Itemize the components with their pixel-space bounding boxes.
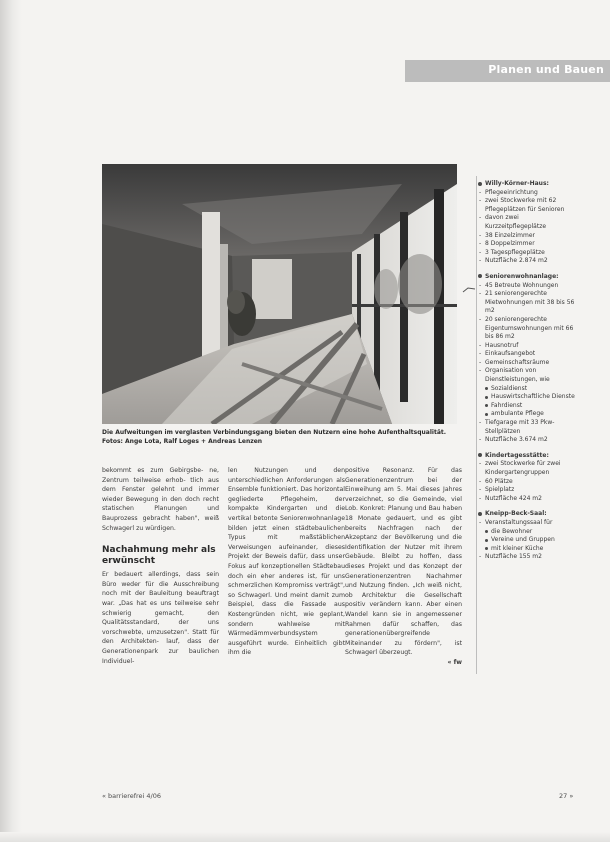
footer-publication: « barrierefrei 4/06 xyxy=(102,792,162,800)
sidebar-heading: Kindertagesstätte: xyxy=(478,452,578,461)
sidebar-item: - Hausnotruf xyxy=(479,341,519,349)
section-header-band xyxy=(405,60,610,82)
sidebar-item: - davon zwei Kurzzeitpflegeplätze xyxy=(479,214,547,230)
sidebar-heading: Willy-Körner-Haus: xyxy=(478,180,578,189)
page-gutter-shadow xyxy=(0,0,22,842)
sidebar-subitem: mit kleiner Küche xyxy=(478,545,578,554)
facts-sidebar xyxy=(478,180,578,569)
footer-page-number: 27 » xyxy=(559,792,574,800)
sidebar-subitem: Fahrdienst xyxy=(478,402,578,411)
sidebar-item: - Gemeinschaftsräume xyxy=(479,358,550,366)
sidebar-item: - Veranstaltungssaal für xyxy=(479,518,553,526)
article-subheading: Nachahmung mehr als erwünscht xyxy=(102,545,216,566)
sidebar-item: - 60 Plätze xyxy=(479,477,513,485)
col2-paragraph: len Nutzungen und den unterschiedlichen Anforderungen als Ensemble funktioniert. Das horizontal gegliederte Pflegeheim, der kompakte Kindergarten und die vertikal betonte Seniorenwohnanlage bilden jetzt einen städtebaulichen Typus mit maßstäblichen Verweisungen aufeinander, dieses Projekt der Beweis dafür, dass unser Fokus auf konzeptionellen Städtebau doch ein eher anderes ist, für uns schmerzlichen Kompromiss verträgt", so Schwagerl. Und meint damit zum Beispiel, dass die Fassade aus Kostengründen nicht, wie geplant, sondern wahlweise mit Wärmedämmverbundsystem ausgeführt wurde. Einheitlich gibt ihm die xyxy=(228,467,345,657)
bullet-icon xyxy=(485,547,488,550)
sidebar-item: - Nutzfläche 424 m2 xyxy=(479,494,542,502)
sidebar-heading: Seniorenwohnanlage: xyxy=(478,273,578,282)
sidebar-subitem: ambulante Pflege xyxy=(478,410,578,419)
caption-line-2: Fotos: Ange Lota, Ralf Loges + Andreas Lenzen xyxy=(102,437,263,445)
page-bottom-shadow xyxy=(0,832,610,842)
sidebar-divider xyxy=(476,176,477,674)
sidebar-section-kindertagesstaette xyxy=(478,452,578,504)
sidebar-item: - zwei Stockwerke für zwei Kindergartengruppen xyxy=(479,460,561,476)
bullet-icon xyxy=(478,512,482,516)
sidebar-item: - zwei Stockwerke mit 62 Pflegeplätzen für Senioren xyxy=(479,197,565,213)
sidebar-heading: Kneipp-Beck-Saal: xyxy=(478,510,578,519)
sidebar-subitem: Vereine und Gruppen xyxy=(478,536,578,545)
sidebar-subitem: die Bewohner xyxy=(478,528,578,537)
sidebar-item: - 20 seniorengerechte Eigentumswohnungen mit 66 bis 86 m2 xyxy=(479,315,574,341)
sidebar-section-kneipp-beck-saal xyxy=(478,510,578,562)
col3-paragraph: positive Resonanz. Für das Generationenzentrum bei der Einweihung am 5. Mai dieses Jahres verzeichnet, so die Gemeinde, viel Lob. Konkret: Planung und Bau haben 18 Monate gedauert, und es gibt bereits Nachfragen nach der Akzeptanz der Bevölkerung und die Identifikation der Nutzer mit ihrem Gebäude. Bleibt zu hoffen, dass dieses Projekt und das Konzept der Generationenzentren Nachahmer und Nutzung finden. „Ich weiß nicht, ob Architektur die Gesellschaft positiv verändern kann. Aber einen Wandel kann sie in angemessener Rahmen dafür schaffen, das generationenübergreifende Miteinander zu fördern", ist Schwagerl überzeugt. xyxy=(345,467,462,657)
corridor-photo xyxy=(102,164,457,424)
section-title: Planen und Bauen xyxy=(488,63,604,76)
bullet-icon xyxy=(485,396,488,399)
bullet-icon xyxy=(485,404,488,407)
bullet-icon xyxy=(478,182,482,186)
sidebar-section-seniorenwohnanlage xyxy=(478,273,578,445)
sidebar-item: - Einkaufsangebot xyxy=(479,350,536,358)
sidebar-section-willy-koerner-haus xyxy=(478,180,578,266)
sidebar-item: - 3 Tagespflegeplätze xyxy=(479,248,545,256)
caption-line-1: Die Aufweitungen im verglasten Verbindungsgang bieten den Nutzern eine hohe Aufenthaltsqualität. xyxy=(102,429,447,436)
sidebar-item: - 38 Einzelzimmer xyxy=(479,231,535,239)
col1-paragraph-1: bekommt es zum Gebirgsbe- ne, Zentrum teilweise erhob- tlich aus dem Fenster gelehnt und immer wieder Bewegung in den doch recht statischen Planungen und Bauprozess gebracht haben", weiß Schwagerl zu würdigen. xyxy=(102,467,219,532)
sidebar-item: - 8 Doppelzimmer xyxy=(479,240,535,248)
pen-mark-icon xyxy=(462,286,476,294)
col1-paragraph-2: Er bedauert allerdings, dass sein Büro weder für die Ausschreibung noch mit der Bauleitung beauftragt war. „Das hat es uns teilweise sehr schwierig gemacht, den Qualitätsstandard, der uns vorschwebte, umzusetzen". Statt für den Architekten- lauf, dass der Generationenpark zur baulichen Individuel- xyxy=(102,571,219,665)
article-column-3 xyxy=(345,466,462,667)
bullet-icon xyxy=(485,530,488,533)
article-column-1 xyxy=(102,466,219,666)
sidebar-item: - Nutzfläche 155 m2 xyxy=(479,553,542,561)
bullet-icon xyxy=(478,453,482,457)
photo-caption xyxy=(102,429,462,446)
bullet-icon xyxy=(485,387,488,390)
article-end-mark: « fw xyxy=(447,658,462,666)
bullet-icon xyxy=(485,539,488,542)
sidebar-item: - Tiefgarage mit 33 Pkw-Stellplätzen xyxy=(479,419,555,435)
sidebar-item: - 21 seniorengerechte Mietwohnungen mit 38 bis 56 m2 xyxy=(479,290,575,315)
sidebar-subitem: Sozialdienst xyxy=(478,385,578,394)
sidebar-item: - Pflegeeinrichtung xyxy=(479,188,538,196)
sidebar-item: - Organisation von Dienstleistungen, wie xyxy=(479,367,550,384)
sidebar-subitem: Hauswirtschaftliche Dienste xyxy=(478,393,578,402)
sidebar-item: - Spielplatz xyxy=(479,486,515,494)
sidebar-item: - Nutzfläche 3.674 m2 xyxy=(479,436,548,444)
bullet-icon xyxy=(485,413,488,416)
article-column-2 xyxy=(228,466,345,658)
sidebar-item: - 45 Betreute Wohnungen xyxy=(479,281,559,289)
sidebar-item: - Nutzfläche 2.874 m2 xyxy=(479,257,548,265)
bullet-icon xyxy=(478,274,482,278)
corridor-photo-image xyxy=(102,164,457,424)
